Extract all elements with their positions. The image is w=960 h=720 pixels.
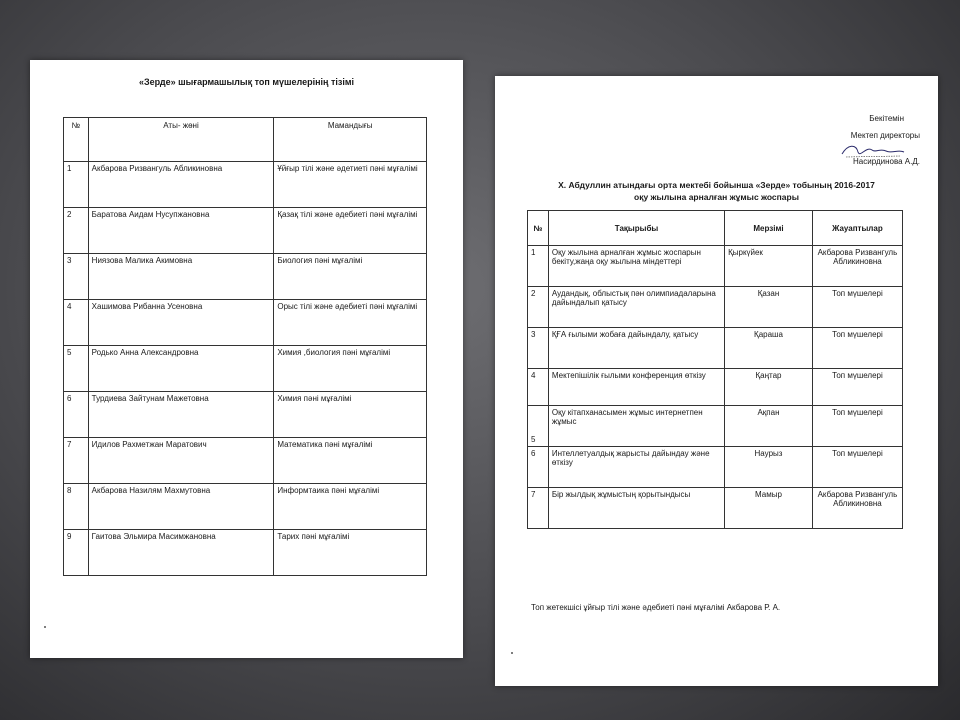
row-number: 4: [64, 300, 89, 346]
table-row: [64, 300, 427, 346]
document-page-left: [30, 60, 463, 658]
member-specialty: Химия пәні мұғалімі: [274, 392, 427, 438]
plan-deadline: Наурыз: [725, 447, 813, 488]
scan-speck: [511, 652, 513, 654]
member-specialty: Биология пәні мұғалімі: [274, 254, 427, 300]
member-name: Гаитова Эльмира Масимжановна: [88, 530, 274, 576]
header-responsible: Жауаптылар: [812, 211, 902, 246]
header-topic: Тақырыбы: [548, 211, 724, 246]
member-name: Родько Анна Александровна: [88, 346, 274, 392]
plan-title-line-2: оқу жылына арналған жұмыс жоспары: [634, 192, 799, 202]
plan-topic: Бір жылдық жұмыстың қорытындысы: [548, 488, 724, 529]
member-name: Баратова Аидам Нусупжановна: [88, 208, 274, 254]
table-row: [64, 346, 427, 392]
plan-deadline: Қыркүйек: [725, 246, 813, 287]
row-number: 2: [64, 208, 89, 254]
row-number: 5: [528, 406, 549, 447]
row-number: 6: [64, 392, 89, 438]
member-name: Акбарова Ризвангуль Абликиновна: [88, 162, 274, 208]
table-row: [64, 484, 427, 530]
member-specialty: Информтаика пәні мұғалімі: [274, 484, 427, 530]
table-row: [528, 406, 903, 447]
table-row: [64, 530, 427, 576]
table-row: [528, 287, 903, 328]
table-row: [528, 369, 903, 406]
member-specialty: Тарих пәні мұғалімі: [274, 530, 427, 576]
table-row: [64, 438, 427, 484]
table-row: [528, 447, 903, 488]
approval-heading: Бекітемін: [869, 114, 904, 123]
plan-title-line-1: Х. Абдуллин атындағы орта мектебі бойынша «Зерде» тобының 2016-2017: [558, 180, 875, 190]
plan-responsible: Топ мүшелері: [812, 406, 902, 447]
document-page-right: [495, 76, 938, 686]
table-row: [528, 246, 903, 287]
member-specialty: Химия ,биология пәні мұғалімі: [274, 346, 427, 392]
members-list-title: «Зерде» шығармашылық топ мүшелерінің тізімі: [138, 77, 354, 87]
plan-responsible: Акбарова Ризвангуль Абликиновна: [812, 246, 902, 287]
approval-position: Мектеп директоры: [850, 131, 920, 140]
table-header-row: [64, 118, 427, 162]
row-number: 1: [64, 162, 89, 208]
member-specialty: Қазақ тілі және әдебиеті пәні мұғалімі: [274, 208, 427, 254]
row-number: 3: [528, 328, 549, 369]
plan-topic: Мектепішілік ғылыми конференция өткізу: [548, 369, 724, 406]
member-specialty: Орыс тілі және әдебиеті пәні мұғалімі: [274, 300, 427, 346]
row-number: 1: [528, 246, 549, 287]
row-number: 7: [528, 488, 549, 529]
row-number: 5: [64, 346, 89, 392]
table-header-row: [528, 211, 903, 246]
row-number: 3: [64, 254, 89, 300]
member-name: Ниязова Малика Акимовна: [88, 254, 274, 300]
row-number: 9: [64, 530, 89, 576]
row-number: 2: [528, 287, 549, 328]
table-row: [528, 488, 903, 529]
row-number: 8: [64, 484, 89, 530]
work-plan-table: [527, 210, 903, 529]
plan-topic: ҚҒА ғылыми жобаға дайындалу, қатысу: [548, 328, 724, 369]
plan-deadline: Қазан: [725, 287, 813, 328]
table-row: [64, 208, 427, 254]
header-deadline: Мерзімі: [725, 211, 813, 246]
member-name: Турдиева Зайтунам Мажетовна: [88, 392, 274, 438]
header-number: №: [64, 118, 89, 162]
table-row: [64, 254, 427, 300]
member-specialty: Ұйғыр тілі және әдетиеті пәні мұғалімі: [274, 162, 427, 208]
row-number: 4: [528, 369, 549, 406]
plan-deadline: Қараша: [725, 328, 813, 369]
header-specialty: Мамандығы: [274, 118, 427, 162]
plan-deadline: Мамыр: [725, 488, 813, 529]
scan-speck: [44, 626, 46, 628]
plan-topic: Оқу жылына арналған жұмыс жоспарын бекіту,жаңа оқу жылына міндеттері: [548, 246, 724, 287]
member-name: Акбарова Назилям Махмутовна: [88, 484, 274, 530]
plan-topic: Аудандық, облыстық пән олимпиадаларына дайындалып қатысу: [548, 287, 724, 328]
plan-topic: Интеллетуалдық жарысты дайындау және өткізу: [548, 447, 724, 488]
plan-responsible: Акбарова Ризвангуль Абликиновна: [812, 488, 902, 529]
plan-deadline: Қаңтар: [725, 369, 813, 406]
plan-responsible: Топ мүшелері: [812, 369, 902, 406]
table-row: [528, 328, 903, 369]
table-row: [64, 162, 427, 208]
plan-responsible: Топ мүшелері: [812, 447, 902, 488]
header-number: №: [528, 211, 549, 246]
member-specialty: Математика пәні мұғалімі: [274, 438, 427, 484]
header-name: Аты- жөні: [88, 118, 274, 162]
plan-deadline: Ақпан: [725, 406, 813, 447]
row-number: 7: [64, 438, 89, 484]
member-name: Хашимова Рибанна Усеновна: [88, 300, 274, 346]
director-name: Насирдинова А.Д.: [853, 157, 920, 166]
members-table: [63, 117, 427, 576]
plan-responsible: Топ мүшелері: [812, 287, 902, 328]
row-number: 6: [528, 447, 549, 488]
plan-responsible: Топ мүшелері: [812, 328, 902, 369]
table-row: [64, 392, 427, 438]
plan-topic: Оқу кітапханасымен жұмыс интернетпен жұмыс: [548, 406, 724, 447]
group-leader-note: Топ жетекшісі ұйғыр тілі және әдебиеті пәні мұғалімі Акбарова Р. А.: [531, 603, 781, 612]
member-name: Идилов Рахметжан Маратович: [88, 438, 274, 484]
